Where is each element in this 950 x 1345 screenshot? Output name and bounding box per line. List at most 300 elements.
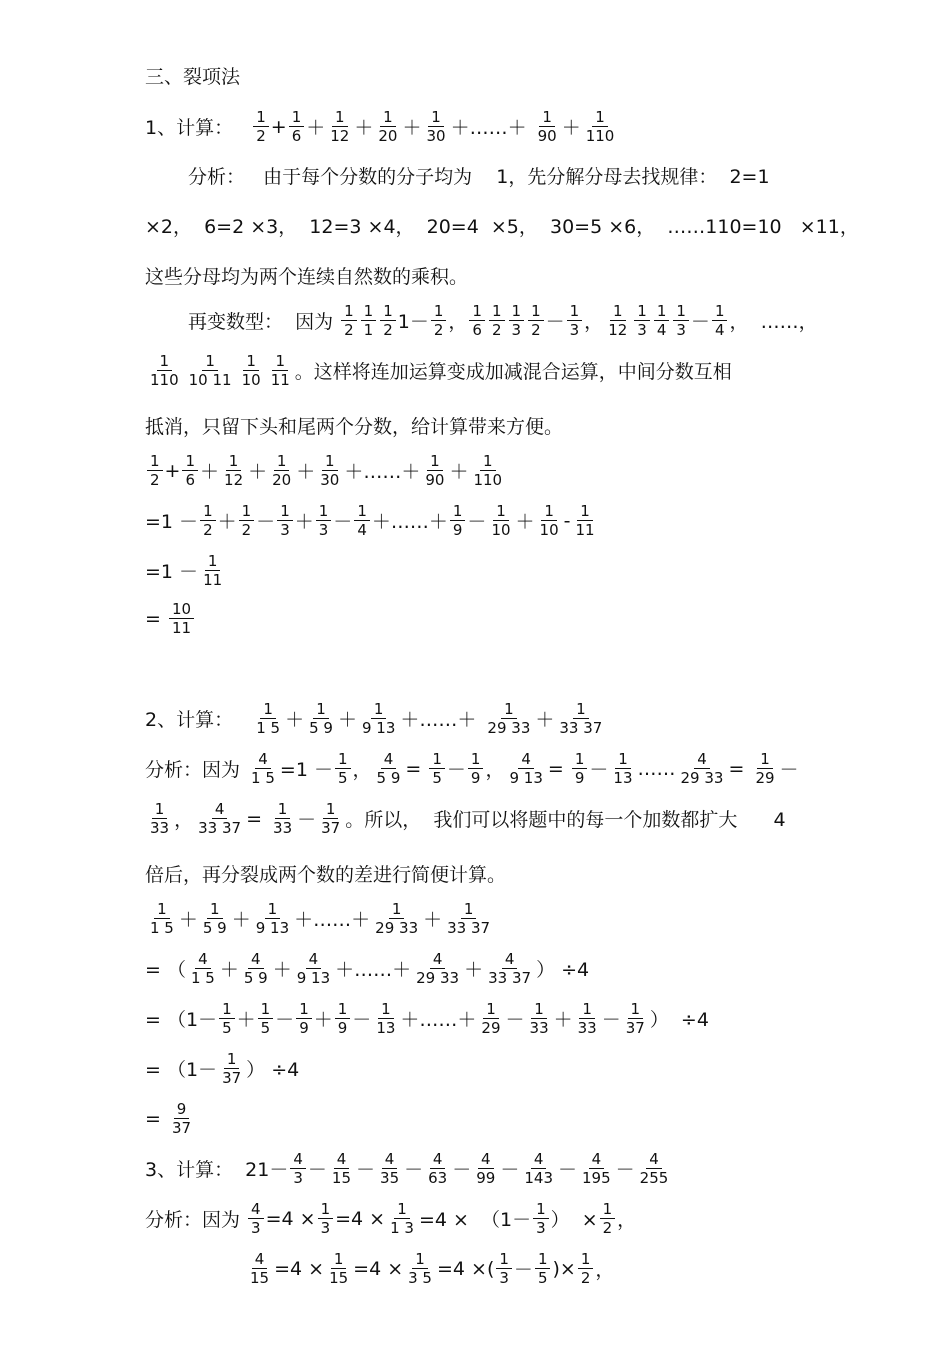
fraction-denominator: 6 (291, 127, 302, 145)
fraction-numerator: 4 (252, 1250, 268, 1269)
text-segment: ＋……＋ (371, 511, 448, 533)
math-line (145, 1050, 299, 1087)
fraction-denominator: 2 (150, 471, 160, 489)
text-segment: 。这样将连加运算变成加减混合运算，中间分数互相 (294, 361, 732, 383)
fraction-numerator: 1 (578, 1250, 594, 1269)
text-segment: = (145, 1107, 167, 1130)
fraction-denominator: 2 (344, 321, 354, 339)
text-segment: － (467, 511, 487, 533)
text-segment: 再变数型： 因为 (188, 311, 340, 333)
fraction (521, 1150, 556, 1187)
text-segment: …… (637, 757, 676, 780)
fraction-denominator: 20 (378, 127, 398, 145)
fraction-numerator: 1 (277, 502, 293, 521)
text-segment: ＋ (561, 117, 581, 139)
fraction (405, 1250, 435, 1287)
fraction-denominator: 9 (574, 769, 585, 787)
fraction (147, 800, 172, 837)
text-segment: + (164, 459, 181, 482)
fraction-numerator: 1 (541, 502, 557, 521)
fraction-numerator: 4 (589, 1150, 605, 1169)
fraction (296, 1000, 312, 1037)
text-segment: ＋ (464, 959, 484, 981)
fraction-denominator: 29 (755, 769, 775, 787)
text-segment: =1 － (145, 511, 199, 533)
fraction (528, 302, 544, 339)
fraction-denominator: 11 (575, 521, 595, 539)
fraction (712, 302, 728, 339)
fraction-denominator: 33 37 (447, 919, 491, 937)
fraction-denominator: 1 5 (150, 919, 174, 937)
fraction (496, 1250, 512, 1287)
text-segment: ＋……＋ (450, 117, 533, 139)
fraction-numerator: 1 (361, 302, 377, 321)
text-segment: － (500, 1159, 520, 1181)
fraction-denominator: 5 9 (243, 969, 268, 987)
fraction (247, 1250, 272, 1287)
text-segment: ＋ (272, 959, 292, 981)
text-segment: － (333, 511, 353, 533)
text-segment: =4 × (265, 1207, 316, 1230)
fraction (637, 1150, 672, 1187)
fraction-numerator: 1 (322, 452, 338, 471)
fraction-numerator: 1 (501, 700, 517, 719)
fraction (752, 750, 777, 787)
fraction-numerator: 1 (600, 1200, 616, 1219)
text-segment: =1 － (279, 759, 333, 781)
text-segment: ， (595, 1259, 615, 1281)
fraction-denominator: 12 (608, 321, 628, 339)
fraction-numerator: 9 (174, 1100, 190, 1119)
fraction-denominator: 1 5 (256, 719, 281, 737)
fraction-numerator: 1 (673, 302, 689, 321)
fraction-denominator: 9 (470, 769, 481, 787)
fraction (556, 700, 605, 737)
fraction (329, 1150, 354, 1187)
text-segment: ＋ (306, 117, 326, 139)
text-segment: ＋ (285, 709, 305, 731)
text-segment: － (601, 1009, 621, 1031)
text-segment: ＋ (294, 511, 314, 533)
text-segment: - (563, 509, 571, 532)
fraction-numerator: 4 (290, 1150, 306, 1169)
text-segment: 分析：因为 (145, 759, 247, 781)
fraction-numerator: 1 (202, 352, 218, 371)
fraction-numerator: 1 (341, 302, 357, 321)
fraction-numerator: 1 (371, 700, 387, 719)
fraction-numerator: 1 (226, 452, 242, 471)
fraction-numerator: 1 (207, 900, 223, 919)
fraction-denominator: 2 (580, 1269, 591, 1287)
fraction-numerator: 4 (478, 1150, 494, 1169)
fraction-numerator: 1 (539, 108, 555, 127)
fraction-numerator: 1 (531, 1000, 547, 1019)
text-segment: =4 × (335, 1207, 386, 1230)
fraction-numerator: 1 (654, 302, 670, 321)
fraction-denominator: 33 (577, 1019, 597, 1037)
fraction (470, 452, 505, 489)
fraction-denominator: 3 (251, 1219, 261, 1237)
fraction-numerator: 1 (289, 108, 305, 127)
text-segment: =1 － (145, 561, 199, 583)
fraction-numerator: 4 (430, 950, 446, 969)
text-segment: 1－ (397, 311, 429, 333)
math-line (145, 452, 507, 489)
text-segment: 分析： 由于每个分数的分子均为 1，先分解分母去找规律： 2=1 (188, 166, 770, 188)
text-segment: ） ÷4 (649, 1009, 709, 1031)
fraction (335, 750, 351, 787)
fraction (239, 502, 255, 539)
fraction (573, 502, 598, 539)
fraction (375, 108, 400, 145)
fraction-denominator: 10 (491, 521, 511, 539)
text-segment: － (452, 1159, 472, 1181)
fraction-denominator: 3 (280, 521, 290, 539)
fraction-numerator: 1 (316, 502, 332, 521)
fraction (253, 700, 283, 737)
text-segment: ＋ (449, 461, 469, 483)
text-segment: － (505, 1009, 525, 1031)
fraction (489, 302, 505, 339)
fraction-denominator: 1 5 (251, 769, 275, 787)
fraction-denominator: 9 (337, 1019, 348, 1037)
fraction-denominator: 90 (425, 471, 445, 489)
section-title: 三、裂项法 (145, 66, 241, 88)
fraction-denominator: 37 (222, 1069, 242, 1087)
fraction (289, 108, 305, 145)
text-segment: = (728, 757, 751, 780)
fraction-denominator: 4 (656, 321, 667, 339)
fraction-numerator: 1 (577, 502, 593, 521)
fraction (468, 750, 484, 787)
fraction-numerator: 1 (493, 502, 509, 521)
fraction-numerator: 1 (394, 1200, 410, 1219)
fraction-denominator: 15 (250, 1269, 270, 1287)
text-segment: + (270, 115, 287, 138)
fraction (169, 600, 194, 637)
fraction-denominator: 1 3 (390, 1219, 414, 1237)
math-line (145, 700, 607, 737)
fraction-numerator: 1 (182, 452, 198, 471)
fraction-numerator: 1 (480, 452, 496, 471)
text-segment: － (589, 759, 609, 781)
text-segment: ＋……＋ (400, 1009, 477, 1031)
text-segment: － (297, 809, 317, 831)
text-segment: － (513, 1259, 533, 1281)
fraction (269, 452, 294, 489)
text-segment: = (547, 757, 570, 780)
text-segment: = (145, 607, 167, 630)
text-segment: － (352, 1009, 372, 1031)
fraction-numerator: 4 (255, 750, 271, 769)
math-line (145, 1100, 196, 1137)
math-line (145, 800, 786, 837)
fraction (147, 352, 182, 389)
fraction (248, 750, 278, 787)
fraction-numerator: 1 (332, 108, 348, 127)
fraction (316, 502, 332, 539)
fraction-numerator: 1 (592, 108, 608, 127)
fraction-numerator: 1 (260, 700, 276, 719)
fraction-denominator: 37 (171, 1119, 192, 1137)
fraction-numerator: 1 (579, 1000, 595, 1019)
fraction (277, 502, 293, 539)
fraction-denominator: 63 (428, 1169, 448, 1187)
fraction (473, 1150, 498, 1187)
fraction-numerator: 1 (483, 1000, 499, 1019)
fraction (182, 452, 198, 489)
fraction-denominator: 10 11 (188, 371, 232, 389)
fraction-denominator: 110 (150, 371, 179, 389)
fraction-numerator: 1 (468, 750, 484, 769)
fraction-numerator: 1 (496, 1250, 512, 1269)
fraction (147, 900, 177, 937)
fraction (387, 1200, 417, 1237)
fraction (623, 1000, 648, 1037)
math-line (188, 302, 818, 339)
text-segment: = (246, 807, 269, 830)
fraction-numerator: 1 (469, 302, 485, 321)
math-line (145, 412, 563, 439)
fraction-denominator: 5 9 (376, 769, 401, 787)
fraction (535, 1250, 551, 1287)
math-line (145, 502, 600, 539)
fraction (327, 108, 352, 145)
fraction (380, 302, 396, 339)
text-segment: ＋ (296, 461, 316, 483)
fraction (258, 1000, 274, 1037)
text-segment: ） ÷4 (536, 959, 590, 981)
fraction-numerator: 1 (205, 552, 221, 571)
text-segment: ） ÷4 (246, 1059, 300, 1081)
text-segment: ） × (550, 1209, 598, 1231)
fraction-denominator: 9 (452, 521, 463, 539)
fraction (341, 302, 357, 339)
math-line (188, 162, 770, 189)
fraction-denominator: 3 5 (408, 1269, 432, 1287)
text-segment: 3、计算： 21－ (145, 1159, 289, 1181)
fraction (290, 1150, 306, 1187)
fraction-numerator: 1 (157, 352, 173, 371)
fraction (294, 950, 333, 987)
text-segment: =4 ×( (436, 1257, 495, 1280)
fraction (444, 900, 493, 937)
fraction-denominator: 3 (676, 321, 686, 339)
fraction-denominator: 255 (639, 1169, 669, 1187)
fraction (195, 800, 244, 837)
fraction-denominator: 12 (224, 471, 244, 489)
fraction (361, 302, 377, 339)
fraction-denominator: 9 13 (509, 769, 543, 787)
fraction-numerator: 1 (389, 900, 405, 919)
text-segment: = （1－ (145, 1059, 218, 1081)
fraction-numerator: 4 (518, 750, 534, 769)
fraction-numerator: 1 (258, 1000, 274, 1019)
math-line (145, 262, 468, 289)
fraction-denominator: 37 (321, 819, 341, 837)
text-segment: 。所以， 我们可以将题中的每一个加数都扩大 4 (345, 809, 786, 831)
fraction (527, 1000, 552, 1037)
math-line (145, 1000, 709, 1037)
text-segment: ＋ (200, 461, 220, 483)
fraction-denominator: 5 (222, 1019, 232, 1037)
fraction-numerator: 1 (573, 700, 589, 719)
fraction-denominator: 33 37 (559, 719, 603, 737)
text-segment: =4 × （1－ (418, 1209, 532, 1231)
fraction-denominator: 110 (585, 127, 615, 145)
text-segment: ＋ (423, 909, 443, 931)
text-segment: 2、计算： (145, 709, 252, 731)
fraction-denominator: 3 (569, 321, 580, 339)
fraction-numerator: 1 (427, 452, 443, 471)
text-segment: =4 × (274, 1257, 325, 1280)
fraction (219, 1000, 235, 1037)
text-segment: ＋ (236, 1009, 256, 1031)
fraction-denominator: 2 (433, 321, 444, 339)
fraction-denominator: 37 (625, 1019, 645, 1037)
fraction-numerator: 1 (154, 900, 170, 919)
fraction-numerator: 1 (243, 352, 259, 371)
fraction-denominator: 29 33 (680, 769, 724, 787)
fraction-numerator: 4 (502, 950, 518, 969)
text-segment: ＋ (231, 909, 251, 931)
fraction-denominator: 35 (380, 1169, 400, 1187)
fraction-numerator: 4 (334, 1150, 350, 1169)
fraction-denominator: 110 (473, 471, 503, 489)
text-segment: － (356, 1159, 376, 1181)
fraction (169, 1100, 194, 1137)
fraction (186, 352, 235, 389)
fraction (413, 950, 462, 987)
text-segment: ， (352, 759, 372, 781)
fraction-denominator: 13 (376, 1019, 396, 1037)
fraction-denominator: 5 (537, 1269, 548, 1287)
fraction-denominator: 5 9 (202, 919, 227, 937)
fraction (578, 1250, 594, 1287)
fraction (509, 302, 525, 339)
fraction-denominator: 33 (273, 819, 293, 837)
fraction-denominator: 15 (331, 1169, 352, 1187)
math-line (145, 1200, 636, 1237)
fraction (372, 900, 421, 937)
text-segment: ＋ (219, 959, 239, 981)
fraction (488, 502, 513, 539)
fraction-numerator: 4 (430, 1150, 446, 1169)
fraction-numerator: 1 (567, 302, 583, 321)
fraction (678, 750, 727, 787)
text-segment: ＋ (337, 709, 357, 731)
fraction-numerator: 1 (380, 302, 396, 321)
text-segment: ， (448, 311, 468, 333)
text-segment: 分析：因为 (145, 1209, 247, 1231)
fraction-denominator: 3 (320, 1219, 331, 1237)
fraction (429, 750, 445, 787)
fraction-denominator: 15 (329, 1269, 349, 1287)
fraction-denominator: 10 (241, 371, 261, 389)
text-segment: ＋ (178, 909, 198, 931)
fraction (326, 1250, 351, 1287)
math-line (145, 212, 859, 239)
fraction (634, 302, 650, 339)
fraction-numerator: 4 (248, 950, 264, 969)
fraction-denominator: 9 13 (361, 719, 396, 737)
text-segment: ＋ (354, 117, 374, 139)
fraction-denominator: 9 (299, 1019, 309, 1037)
fraction-numerator: 1 (354, 502, 370, 521)
fraction-denominator: 29 33 (487, 719, 531, 737)
text-segment: ＋ (248, 461, 268, 483)
fraction-denominator: 2 (602, 1219, 613, 1237)
fraction-denominator: 20 (272, 471, 292, 489)
fraction (654, 302, 670, 339)
fraction-denominator: 11 (203, 571, 223, 589)
fraction-numerator: 4 (381, 750, 397, 769)
fraction (374, 750, 404, 787)
text-segment: 1、计算： (145, 117, 252, 139)
text-segment: － (307, 1159, 327, 1181)
text-segment: ＋……＋ (344, 461, 421, 483)
fraction-numerator: 1 (757, 750, 773, 769)
fraction (373, 1000, 398, 1037)
fraction-numerator: 1 (239, 502, 255, 521)
text-segment: = (405, 757, 428, 780)
fraction-numerator: 1 (450, 502, 466, 521)
fraction-denominator: 9 13 (296, 969, 331, 987)
fraction-numerator: 1 (528, 302, 544, 321)
fraction-denominator: 11 (270, 371, 290, 389)
fraction-numerator: 1 (265, 900, 281, 919)
fraction-denominator: 11 (171, 619, 192, 637)
text-segment: ， (485, 759, 505, 781)
fraction (221, 452, 246, 489)
fraction (200, 552, 225, 589)
fraction-numerator: 1 (610, 302, 626, 321)
fraction-denominator: 4 (357, 521, 367, 539)
fraction (306, 700, 336, 737)
fraction-numerator: 1 (224, 1050, 240, 1069)
fraction-numerator: 1 (509, 302, 525, 321)
fraction-denominator: 30 (426, 127, 446, 145)
fraction-numerator: 1 (147, 452, 163, 471)
fraction-denominator: 2 (531, 321, 541, 339)
text-segment: ， (584, 311, 604, 333)
text-segment: ＋ (553, 1009, 573, 1031)
fraction-denominator: 6 (185, 471, 196, 489)
fraction (575, 1000, 600, 1037)
text-segment: － (558, 1159, 578, 1181)
fraction (354, 502, 370, 539)
fraction-denominator: 4 (714, 321, 725, 339)
fraction (219, 1050, 244, 1087)
fraction-numerator: 4 (382, 1150, 398, 1169)
math-line (145, 108, 619, 145)
fraction-numerator: 1 (378, 1000, 394, 1019)
text-segment: ＋ (515, 511, 535, 533)
fraction-denominator: 9 13 (255, 919, 290, 937)
fraction-numerator: 4 (646, 1150, 662, 1169)
fraction-numerator: 1 (428, 108, 444, 127)
text-segment: ， ……， (729, 311, 818, 333)
text-segment: ＋……＋ (335, 959, 412, 981)
fraction (200, 900, 230, 937)
fraction (533, 1200, 549, 1237)
fraction (567, 302, 583, 339)
text-segment: = （ (145, 959, 186, 981)
fraction (431, 302, 447, 339)
fraction-denominator: 5 9 (309, 719, 333, 737)
text-segment: )× (552, 1257, 576, 1280)
fraction-numerator: 1 (296, 1000, 312, 1019)
